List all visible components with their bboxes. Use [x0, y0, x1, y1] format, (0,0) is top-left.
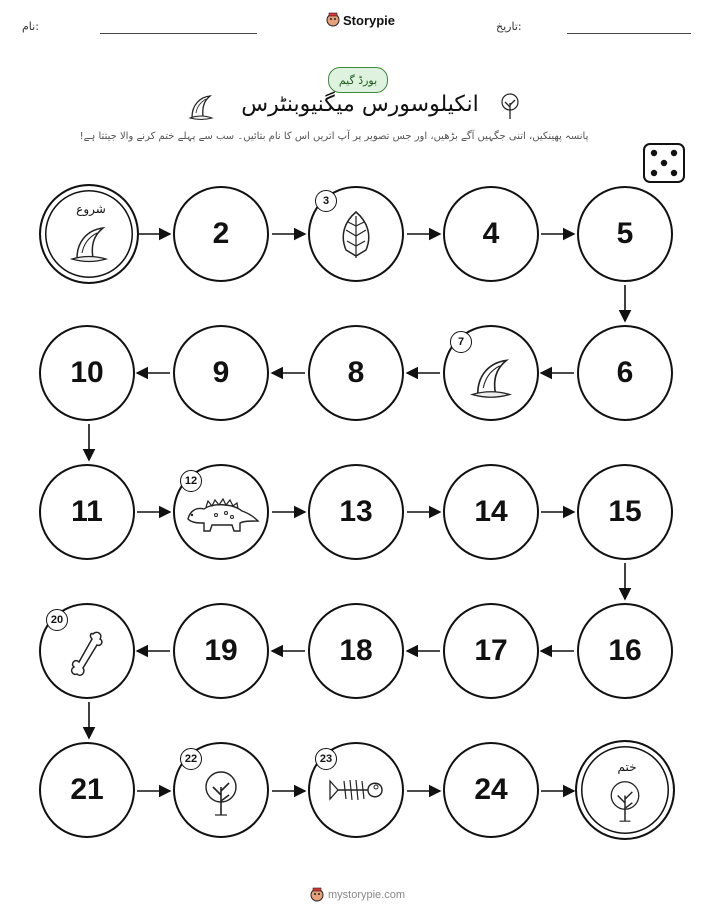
space-number: 16	[608, 634, 642, 667]
board-space[interactable]	[577, 464, 673, 560]
board-space[interactable]	[443, 742, 539, 838]
board-space[interactable]	[308, 464, 404, 560]
claw-icon	[69, 224, 109, 264]
board-space[interactable]	[308, 325, 404, 421]
leaf-icon	[334, 208, 378, 260]
start-space[interactable]	[39, 184, 139, 284]
space-number: 18	[339, 634, 373, 667]
space-number-badge: 7	[450, 331, 472, 353]
name-label: نام:	[22, 20, 39, 33]
space-number: 6	[616, 356, 634, 389]
space-number: 4	[482, 217, 500, 250]
board-space[interactable]	[443, 186, 539, 282]
board-space[interactable]	[173, 186, 269, 282]
space-number-badge: 20	[46, 609, 68, 631]
board-space[interactable]	[443, 603, 539, 699]
space-number: 9	[212, 356, 230, 389]
footer	[310, 887, 405, 903]
space-number-badge: 3	[315, 190, 337, 212]
space-number: 24	[474, 773, 508, 806]
board-space[interactable]	[577, 186, 673, 282]
footer-url[interactable]: mystorypie.com	[328, 889, 406, 901]
board-space[interactable]	[39, 325, 135, 421]
space-number: 5	[616, 217, 634, 250]
space-number: 15	[608, 495, 642, 528]
space-number-badge: 22	[180, 748, 202, 770]
space-number: 13	[339, 495, 373, 528]
bone-icon	[67, 628, 107, 680]
fish-bone-icon	[328, 775, 384, 805]
page-title: انکیلوسورس میگنیوبنٹرس	[241, 92, 479, 117]
board-space[interactable]	[443, 464, 539, 560]
space-number: 21	[70, 773, 104, 806]
tree-icon	[608, 779, 642, 823]
brand-name: Storypie	[343, 12, 396, 28]
board-space[interactable]	[173, 603, 269, 699]
space-number: 8	[347, 356, 365, 389]
mascot-icon	[310, 887, 324, 903]
space-number: 14	[474, 495, 508, 528]
board-space[interactable]	[39, 742, 135, 838]
board-game-badge: بورڈ گیم	[328, 67, 388, 93]
space-number: 10	[70, 356, 104, 389]
space-number-badge: 23	[315, 748, 337, 770]
start-label: شروع	[76, 202, 106, 216]
space-number: 11	[71, 495, 103, 528]
date-label: تاریخ:	[496, 20, 522, 33]
space-number: 19	[204, 634, 238, 667]
space-number-badge: 12	[180, 470, 202, 492]
board-space[interactable]	[308, 603, 404, 699]
instructions: پانسہ پھینکیں، اتنی جگہیں آگے بڑھیں، اور جس تصویر پر آپ اتریں اس کا نام بتائیں۔ سب سے پہلے ختم کرنے والا جیتتا ہے!	[79, 131, 589, 142]
board-space[interactable]	[39, 464, 135, 560]
board-space[interactable]	[173, 325, 269, 421]
dinosaur-icon	[182, 495, 260, 535]
board-space[interactable]	[577, 603, 673, 699]
finish-space[interactable]	[575, 740, 675, 840]
board-space[interactable]	[577, 325, 673, 421]
tree-icon	[203, 769, 239, 817]
claw-icon	[469, 356, 513, 400]
space-number: 2	[212, 217, 230, 250]
finish-label: ختم	[617, 760, 637, 774]
space-number: 17	[474, 634, 508, 667]
